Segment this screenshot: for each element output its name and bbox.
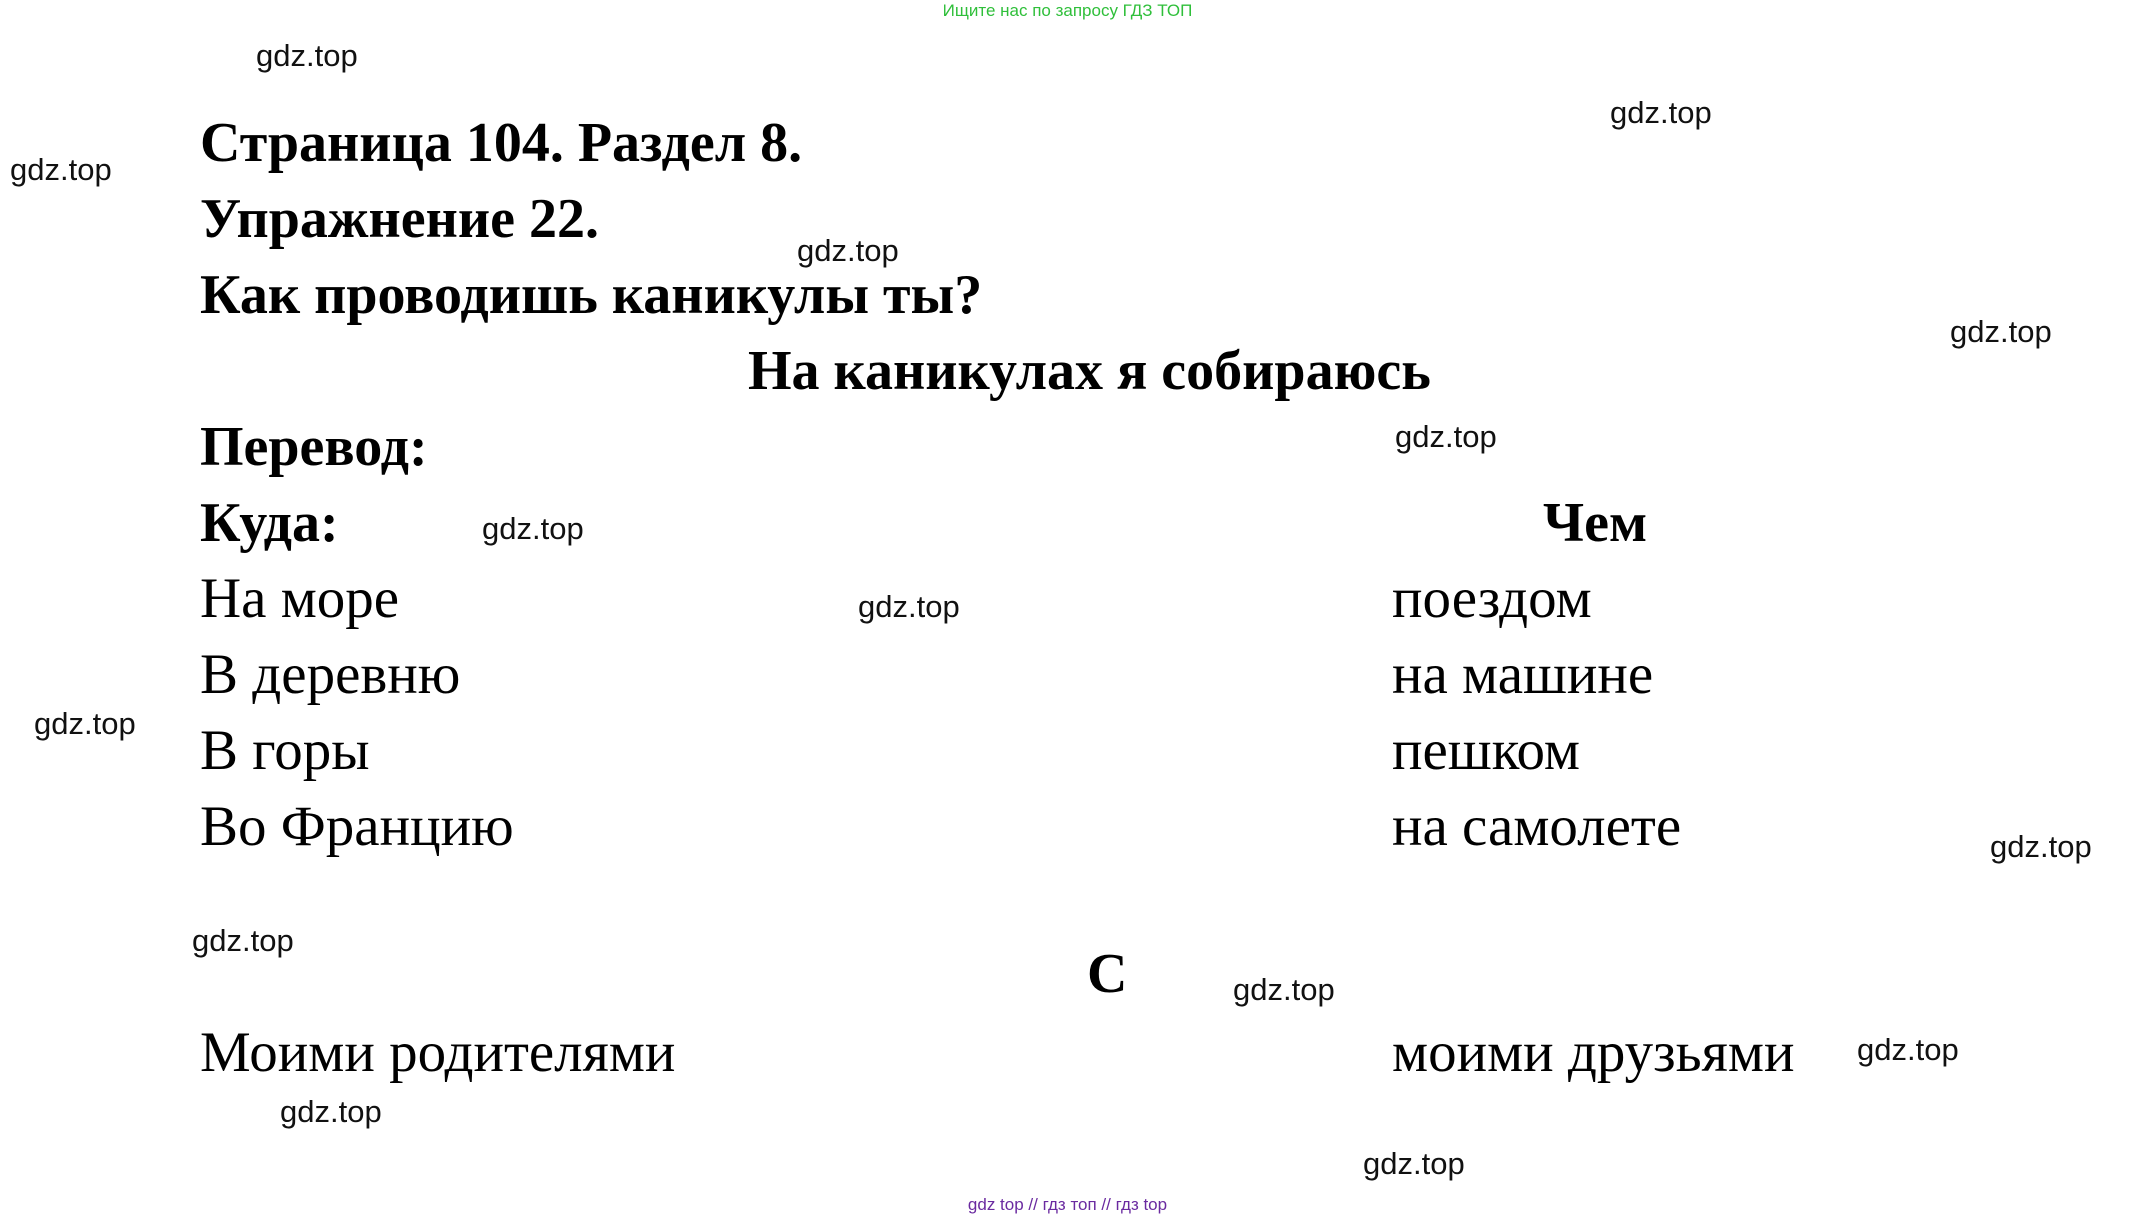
- watermark: gdz.top: [482, 511, 584, 546]
- translation-label: Перевод:: [200, 416, 428, 478]
- with-header: С: [1087, 943, 1128, 1005]
- watermark: gdz.top: [1363, 1146, 1465, 1181]
- watermark: gdz.top: [34, 706, 136, 741]
- bottom-banner: gdz top // гдз топ // гдз top: [967, 1195, 1168, 1214]
- watermark: gdz.top: [1395, 419, 1497, 454]
- watermark: gdz.top: [1990, 829, 2092, 864]
- subtitle: На каникулах я собираюсь: [748, 340, 1431, 402]
- how-item: пешком: [1392, 719, 1580, 782]
- with-left: Моими родителями: [200, 1021, 676, 1084]
- watermark: gdz.top: [858, 589, 960, 624]
- where-item: В деревню: [200, 643, 461, 706]
- how-item: на машине: [1392, 643, 1654, 706]
- top-banner: Ищите нас по запросу ГДЗ ТОП: [942, 1, 1193, 20]
- watermark: gdz.top: [797, 233, 899, 268]
- watermark: gdz.top: [256, 38, 358, 73]
- how-item: поездом: [1392, 567, 1592, 630]
- watermark: gdz.top: [280, 1094, 382, 1129]
- page-section-title: Страница 104. Раздел 8.: [200, 112, 803, 174]
- exercise-title: Упражнение 22.: [200, 188, 600, 250]
- watermark: gdz.top: [1610, 95, 1712, 130]
- how-header: Чем: [1543, 492, 1648, 554]
- watermark: gdz.top: [1233, 972, 1335, 1007]
- watermark: gdz.top: [192, 923, 294, 958]
- where-item: В горы: [200, 719, 370, 782]
- question-title: Как проводишь каникулы ты?: [200, 264, 983, 326]
- how-item: на самолете: [1392, 795, 1682, 858]
- watermark: gdz.top: [1950, 314, 2052, 349]
- where-item: На море: [200, 567, 400, 630]
- where-item: Во Францию: [200, 795, 514, 858]
- watermark: gdz.top: [1857, 1032, 1959, 1067]
- with-right: моими друзьями: [1392, 1021, 1795, 1084]
- where-header: Куда:: [200, 492, 339, 554]
- watermark: gdz.top: [10, 152, 112, 187]
